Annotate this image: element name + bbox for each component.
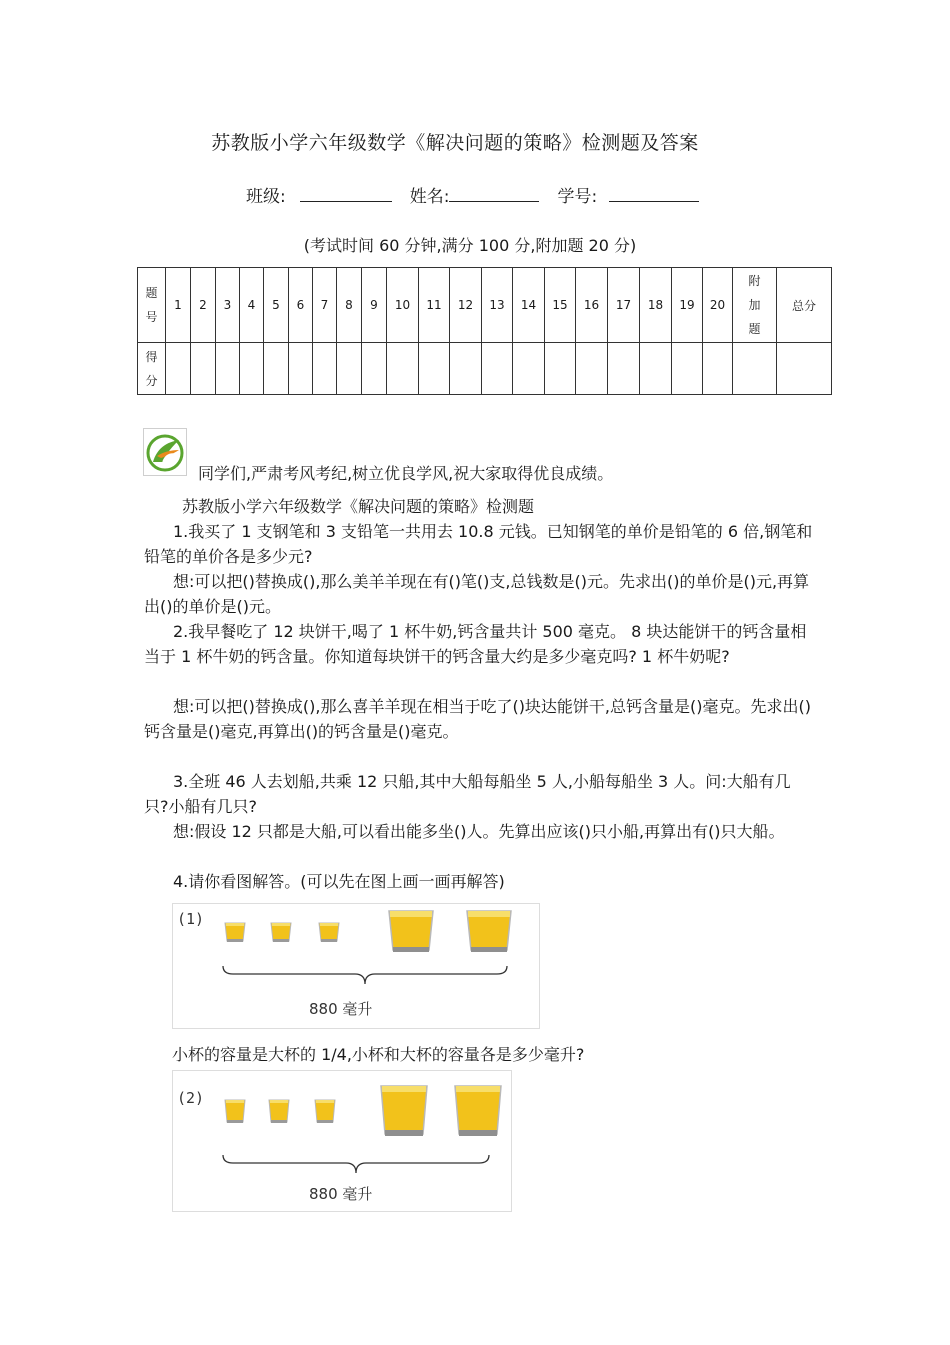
question-3: 3.全班 46 人去划船,共乘 12 只船,其中大船每船坐 5 人,小船每船坐 3 人。问:大船有几只?小船有几只?: [144, 772, 791, 816]
total-score-cell[interactable]: [777, 343, 832, 395]
question-number-cell: 4: [240, 268, 264, 343]
class-label: 班级:: [246, 187, 286, 207]
score-cell[interactable]: [672, 343, 703, 395]
score-cell[interactable]: [513, 343, 545, 395]
score-cell[interactable]: [289, 343, 313, 395]
total-header: 总分: [777, 268, 832, 343]
score-cell[interactable]: [482, 343, 513, 395]
student-info: [246, 182, 699, 207]
big-cup-icon: [379, 1083, 429, 1139]
question-number-cell: 12: [450, 268, 482, 343]
name-label: 姓名:: [409, 187, 450, 207]
question-number-cell: 15: [545, 268, 576, 343]
small-cup-icon: [269, 920, 293, 944]
logo-icon: [143, 428, 187, 476]
score-cell[interactable]: [191, 343, 216, 395]
score-cell[interactable]: [264, 343, 289, 395]
figure-2-total: 880 毫升: [309, 1185, 373, 1203]
question-4-1: 小杯的容量是大杯的 1/4,小杯和大杯的容量各是多少毫升?: [172, 1045, 585, 1064]
question-number-cell: 18: [640, 268, 672, 343]
exam-note: (考试时间 60 分钟,满分 100 分,附加题 20 分): [303, 236, 637, 255]
question-number-cell: 6: [289, 268, 313, 343]
question-number-cell: 17: [608, 268, 640, 343]
question-number-cell: 16: [576, 268, 608, 343]
table-row-scores: [138, 343, 832, 395]
table-row-question-numbers: [138, 268, 832, 343]
greeting-text: 同学们,严肃考风考纪,树立优良学风,祝大家取得优良成绩。: [198, 464, 614, 483]
score-cell[interactable]: [703, 343, 733, 395]
question-number-cell: 9: [362, 268, 387, 343]
question-number-cell: 8: [337, 268, 362, 343]
score-cell[interactable]: [362, 343, 387, 395]
score-cell[interactable]: [450, 343, 482, 395]
question-4: 4.请你看图解答。(可以先在图上画一画再解答): [173, 872, 505, 891]
small-cup-icon: [313, 1097, 337, 1125]
score-cell[interactable]: [166, 343, 191, 395]
extra-score-cell[interactable]: [733, 343, 777, 395]
small-cup-icon: [267, 1097, 291, 1125]
question-number-header: 题 号: [138, 268, 166, 343]
big-cup-icon: [465, 908, 513, 954]
figure-2: [172, 1070, 512, 1212]
figure-1: [172, 903, 540, 1029]
score-cell[interactable]: [216, 343, 240, 395]
figure-1-total: 880 毫升: [309, 1000, 373, 1018]
question-1: 1.我买了 1 支钢笔和 3 支铅笔一共用去 10.8 元钱。已知钢笔的单价是铅笔的 6 倍,钢笔和铅笔的单价各是多少元?: [144, 522, 813, 566]
score-cell[interactable]: [545, 343, 576, 395]
score-cell[interactable]: [337, 343, 362, 395]
question-number-cell: 14: [513, 268, 545, 343]
question-number-cell: 3: [216, 268, 240, 343]
question-1-hint: 想:可以把()替换成(),那么美羊羊现在有()笔()支,总钱数是()元。先求出()的单价是()元,再算出()的单价是()元。: [144, 572, 810, 616]
score-cell[interactable]: [313, 343, 337, 395]
question-3-hint: 想:假设 12 只都是大船,可以看出能多坐()人。先算出应该()只小船,再算出有()只大船。: [173, 822, 785, 841]
small-cup-icon: [223, 1097, 247, 1125]
score-cell[interactable]: [240, 343, 264, 395]
question-number-cell: 5: [264, 268, 289, 343]
big-cup-icon: [387, 908, 435, 954]
score-cell[interactable]: [419, 343, 450, 395]
score-table: [137, 267, 832, 395]
score-cell[interactable]: [640, 343, 672, 395]
extra-question-header: 附 加 题: [733, 268, 777, 343]
question-2-hint: 想:可以把()替换成(),那么喜羊羊现在相当于吃了()块达能饼干,总钙含量是()毫克。先求出()钙含量是()毫克,再算出()的钙含量是()毫克。: [144, 697, 811, 741]
brace-icon: [221, 964, 509, 986]
score-header: 得 分: [138, 343, 166, 395]
question-number-cell: 13: [482, 268, 513, 343]
figure-1-label: (1): [177, 910, 205, 928]
name-blank[interactable]: [449, 182, 539, 202]
score-cell[interactable]: [576, 343, 608, 395]
question-number-cell: 11: [419, 268, 450, 343]
question-number-cell: 1: [166, 268, 191, 343]
question-number-cell: 20: [703, 268, 733, 343]
big-cup-icon: [453, 1083, 503, 1139]
question-number-cell: 19: [672, 268, 703, 343]
score-cell[interactable]: [387, 343, 419, 395]
question-2: 2.我早餐吃了 12 块饼干,喝了 1 杯牛奶,钙含量共计 500 毫克。 8 块达能饼干的钙含量相当于 1 杯牛奶的钙含量。你知道每块饼干的钙含量大约是多少毫克吗? 1 杯牛奶呢?: [144, 622, 807, 666]
number-blank[interactable]: [609, 182, 699, 202]
question-number-cell: 7: [313, 268, 337, 343]
brace-icon: [221, 1153, 491, 1175]
section-subtitle: 苏教版小学六年级数学《解决问题的策略》检测题: [182, 497, 535, 516]
small-cup-icon: [223, 920, 247, 944]
document-title: 苏教版小学六年级数学《解决问题的策略》检测题及答案: [211, 132, 699, 154]
score-cell[interactable]: [608, 343, 640, 395]
number-label: 学号:: [557, 187, 598, 207]
question-number-cell: 2: [191, 268, 216, 343]
class-blank[interactable]: [300, 182, 392, 202]
question-number-cell: 10: [387, 268, 419, 343]
figure-2-label: (2): [177, 1089, 205, 1107]
small-cup-icon: [317, 920, 341, 944]
